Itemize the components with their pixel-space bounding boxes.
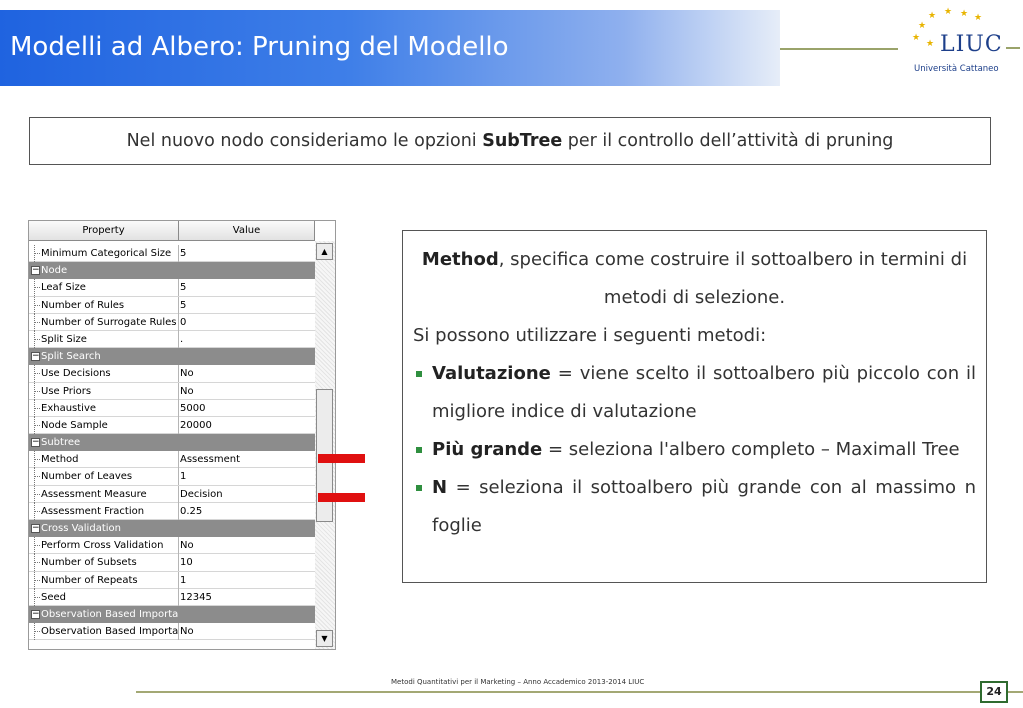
vertical-scrollbar[interactable]	[315, 241, 335, 649]
bullet-text: = viene scelto il sottoalbero più piccolo con il migliore indice di valutazione	[432, 363, 976, 422]
footer-text: Metodi Quantitativi per il Marketing – Anno Accademico 2013-2014 LIUC	[391, 678, 645, 686]
column-header-value[interactable]: Value	[179, 221, 315, 241]
property-value[interactable]: 20000	[180, 419, 212, 431]
bullet-square-icon	[416, 485, 422, 491]
collapse-icon[interactable]: −	[32, 351, 40, 362]
methods-intro: Si possono utilizzare i seguenti metodi:	[413, 325, 767, 346]
bullet-square-icon	[416, 371, 422, 377]
group-name: Subtree	[41, 437, 81, 449]
property-name: Node Sample	[29, 417, 179, 434]
property-name: Perform Cross Validation	[29, 537, 179, 554]
property-rows	[29, 245, 315, 640]
property-name: Split Size	[29, 331, 179, 348]
property-group-row[interactable]	[29, 434, 315, 451]
property-name: Assessment Measure	[29, 486, 179, 503]
property-value[interactable]: 5	[180, 299, 187, 311]
property-row[interactable]	[29, 383, 315, 400]
property-value[interactable]: No	[180, 540, 194, 552]
property-table-header	[29, 221, 315, 241]
property-row[interactable]	[29, 503, 315, 520]
property-group-row[interactable]	[29, 348, 315, 365]
title-divider-line	[780, 48, 898, 50]
property-value[interactable]: 5	[180, 282, 187, 294]
logo-dash	[1006, 47, 1020, 49]
property-row[interactable]	[29, 331, 315, 348]
logo-star-icon: ★	[928, 11, 937, 21]
title-bar	[0, 10, 780, 86]
property-row[interactable]	[29, 297, 315, 314]
highlight-marker-method	[318, 454, 365, 463]
bullet-term: Valutazione	[432, 363, 551, 384]
footer-line-right	[1008, 691, 1023, 693]
property-row[interactable]	[29, 486, 315, 503]
bullet-term: N	[432, 477, 448, 498]
bullet-text: = seleziona il sottoalbero più grande con al massimo n foglie	[432, 477, 976, 536]
method-term: Method	[421, 249, 499, 270]
collapse-icon[interactable]: −	[32, 265, 40, 276]
liuc-logo	[898, 4, 1018, 84]
page-number: 24	[980, 681, 1008, 703]
property-name: Exhaustive	[29, 400, 179, 417]
property-table	[28, 220, 336, 650]
method-definition	[413, 241, 976, 317]
group-name: Observation Based Importa	[41, 608, 179, 620]
property-name: Use Priors	[29, 383, 179, 400]
logo-star-icon: ★	[912, 33, 921, 43]
property-row[interactable]	[29, 417, 315, 434]
property-name: Method	[29, 451, 179, 468]
property-value[interactable]: 12345	[180, 591, 212, 603]
property-name: Number of Leaves	[29, 468, 179, 485]
property-value[interactable]: No	[180, 385, 194, 397]
collapse-icon[interactable]: −	[32, 437, 40, 448]
property-row[interactable]	[29, 537, 315, 554]
description-box	[402, 230, 987, 583]
logo-star-icon: ★	[974, 13, 983, 23]
property-value[interactable]: No	[180, 626, 194, 638]
property-name: Number of Surrogate Rules	[29, 314, 179, 331]
property-name: Number of Subsets	[29, 554, 179, 571]
property-value[interactable]: 0.25	[180, 505, 203, 517]
property-row[interactable]	[29, 314, 315, 331]
logo-name: LIUC	[940, 32, 1003, 57]
bullet-piu-grande	[413, 431, 976, 469]
property-value[interactable]: 5000	[180, 402, 206, 414]
property-group-row[interactable]	[29, 520, 315, 537]
property-row[interactable]	[29, 245, 315, 262]
property-name: Use Decisions	[29, 365, 179, 382]
highlight-marker-assessment	[318, 493, 365, 502]
property-name: Observation Based Importa	[29, 623, 179, 640]
bullet-valutazione	[413, 355, 976, 431]
property-name: Assessment Fraction	[29, 503, 179, 520]
property-row[interactable]	[29, 468, 315, 485]
property-value[interactable]: 5	[180, 248, 187, 259]
property-value[interactable]: No	[180, 368, 194, 380]
property-value[interactable]: 1	[180, 574, 187, 586]
intro-text-before: Nel nuovo nodo consideriamo le opzioni	[126, 131, 483, 151]
method-text: , specifica come costruire il sottoalbero in termini di metodi di selezione.	[498, 249, 968, 308]
property-name: Number of Repeats	[29, 572, 179, 589]
property-value[interactable]: .	[180, 333, 184, 345]
bullet-term: Più grande	[432, 439, 543, 460]
property-value[interactable]: 1	[180, 471, 187, 483]
property-row[interactable]	[29, 554, 315, 571]
bullet-text: = seleziona l'albero completo – Maximall Tree	[542, 439, 960, 460]
slide-title: Modelli ad Albero: Pruning del Modello	[10, 32, 509, 62]
intro-text-bold: SubTree	[482, 131, 563, 151]
intro-text-after: per il controllo dell’attività di pruning	[562, 131, 894, 151]
collapse-icon[interactable]: −	[32, 608, 40, 619]
property-value[interactable]: Decision	[180, 488, 223, 500]
logo-subtitle: Università Cattaneo	[914, 64, 999, 74]
logo-star-icon: ★	[960, 9, 969, 19]
property-group-row[interactable]	[29, 606, 315, 623]
property-name: Minimum Categorical Size	[29, 245, 179, 262]
property-name: Seed	[29, 589, 179, 606]
property-name: Leaf Size	[29, 279, 179, 296]
property-row[interactable]	[29, 589, 315, 606]
property-row[interactable]	[29, 623, 315, 640]
intro-box	[29, 117, 991, 165]
property-value[interactable]: 10	[180, 557, 193, 569]
property-row[interactable]	[29, 400, 315, 417]
logo-star-icon: ★	[944, 7, 953, 17]
logo-star-icon: ★	[926, 39, 935, 49]
group-name: Cross Validation	[41, 523, 121, 534]
logo-star-icon: ★	[918, 21, 927, 31]
property-row[interactable]	[29, 572, 315, 589]
footer-line	[136, 691, 980, 693]
property-value[interactable]: Assessment	[180, 454, 240, 466]
group-name: Split Search	[41, 351, 101, 363]
property-name: Number of Rules	[29, 297, 179, 314]
bullet-square-icon	[416, 447, 422, 453]
group-name: Node	[41, 265, 68, 277]
collapse-icon[interactable]: −	[32, 523, 40, 533]
bullet-n	[413, 469, 976, 545]
property-row[interactable]	[29, 365, 315, 382]
property-row[interactable]	[29, 451, 315, 468]
property-group-row[interactable]	[29, 262, 315, 279]
property-value[interactable]: 0	[180, 316, 187, 328]
column-header-property[interactable]: Property	[29, 221, 179, 241]
property-row[interactable]	[29, 279, 315, 296]
scroll-down-icon[interactable]: ▼	[316, 630, 333, 647]
scroll-up-icon[interactable]: ▲	[316, 243, 333, 260]
